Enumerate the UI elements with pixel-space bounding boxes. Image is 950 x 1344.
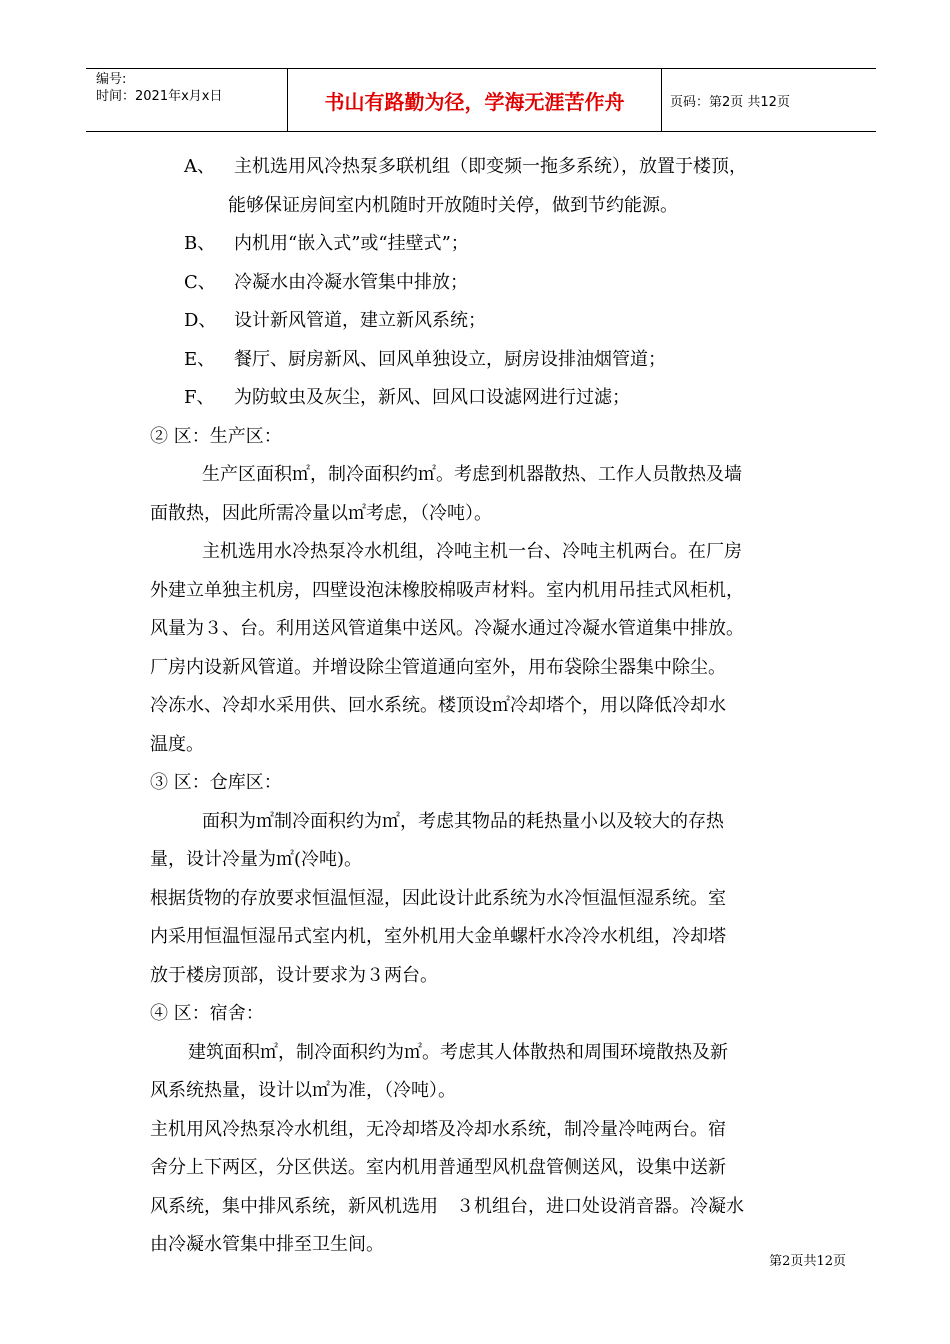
list-text: 为防蚊虫及灰尘，新风、回风口设滤网进行过滤； <box>234 387 630 408</box>
paragraph-line: 内采用恒温恒湿吊式室内机，室外机用大金单螺杆水冷冷水机组，冷却塔 <box>150 926 726 947</box>
paragraph-line: 量，设计冷量为㎡(冷吨)。 <box>150 849 363 870</box>
paragraph-line: 风系统，集中排风系统，新风机选用 ３机组台，进口处设消音器。冷凝水 <box>150 1195 744 1217</box>
list-item <box>150 341 850 380</box>
list-item <box>150 379 850 418</box>
list-text: 冷凝水由冷凝水管集中排放； <box>234 271 468 293</box>
paragraph-line: 根据货物的存放要求恒温恒湿，因此设计此系统为水冷恒温恒湿系统。室 <box>150 887 726 909</box>
paragraph-line: 温度。 <box>150 733 204 755</box>
paragraph-line: 厂房内设新风管道。并增设除尘管道通向室外，用布袋除尘器集中除尘。 <box>150 656 726 678</box>
list-label: A、 <box>184 156 215 177</box>
paragraph-line: 冷冻水、冷却水采用供、回水系统。楼顶设㎡冷却塔个，用以降低冷却水 <box>150 695 726 716</box>
list-text: 设计新风管道，建立新风系统； <box>234 310 486 331</box>
paragraph-line: 面积为㎡制冷面积约为㎡，考虑其物品的耗热量小以及较大的存热 <box>202 810 724 832</box>
list-item-a-continuation: 能够保证房间室内机随时开放随时关停，做到节约能源。 <box>228 194 678 216</box>
paragraph-line: 舍分上下两区，分区供送。室内机用普通型风机盘管侧送风，设集中送新 <box>150 1157 726 1178</box>
section-heading-warehouse: ③ 区：仓库区： <box>150 772 282 793</box>
footer-page-number: 第2页共12页 <box>769 1254 846 1269</box>
paragraph-line: 建筑面积㎡，制冷面积约为㎡。考虑其人体散热和周围环境散热及新 <box>188 1041 728 1063</box>
list-label: B、 <box>184 233 216 254</box>
header-meta <box>86 69 288 131</box>
section-heading-dormitory: ④ 区：宿舍： <box>150 1003 264 1024</box>
paragraph-line: 风量为３、台。利用送风管道集中送风。冷凝水通过冷凝水管道集中排放。 <box>150 618 744 639</box>
list-label: E、 <box>184 348 216 370</box>
document-body <box>150 148 850 1265</box>
list-item <box>150 302 850 341</box>
number-label: 编号: <box>96 72 127 87</box>
page-header <box>86 68 876 132</box>
paragraph-line: 由冷凝水管集中排至卫生间。 <box>150 1234 384 1255</box>
paragraph-line: 主机选用水冷热泵冷水机组，冷吨主机一台、冷吨主机两台。在厂房 <box>202 541 742 562</box>
paragraph-line: 面散热，因此所需冷量以㎡考虑，（冷吨）。 <box>150 502 492 524</box>
paragraph-line: 外建立单独主机房，四壁设泡沫橡胶棉吸声材料。室内机用吊挂式风柜机， <box>150 579 744 601</box>
list-label: F、 <box>184 387 215 408</box>
header-motto: 书山有路勤为径，学海无涯苦作舟 <box>288 69 662 131</box>
paragraph-line: 主机用风冷热泵冷水机组，无冷却塔及冷却水系统，制冷量冷吨两台。宿 <box>150 1118 726 1140</box>
paragraph-line: 风系统热量，设计以㎡为准，（冷吨）。 <box>150 1080 456 1101</box>
time-label: 时间：2021年x月x日 <box>96 89 223 104</box>
list-text: 主机选用风冷热泵多联机组（即变频一拖多系统），放置于楼顶， <box>234 156 747 177</box>
section-heading-production: ② 区：生产区： <box>150 425 282 447</box>
list-text: 内机用“嵌入式”或“挂壁式”； <box>234 233 469 254</box>
header-page-number: 页码：第2页 共12页 <box>670 94 790 110</box>
list-text: 餐厅、厨房新风、回风单独设立，厨房设排油烟管道； <box>234 348 666 370</box>
list-item <box>150 225 850 264</box>
list-item <box>150 264 850 303</box>
paragraph-line: 生产区面积㎡，制冷面积约㎡。考虑到机器散热、工作人员散热及墙 <box>202 464 742 485</box>
list-item-a <box>150 148 850 187</box>
list-label: C、 <box>184 271 216 293</box>
paragraph-line: 放于楼房顶部，设计要求为３两台。 <box>150 964 438 986</box>
list-label: D、 <box>184 310 217 331</box>
